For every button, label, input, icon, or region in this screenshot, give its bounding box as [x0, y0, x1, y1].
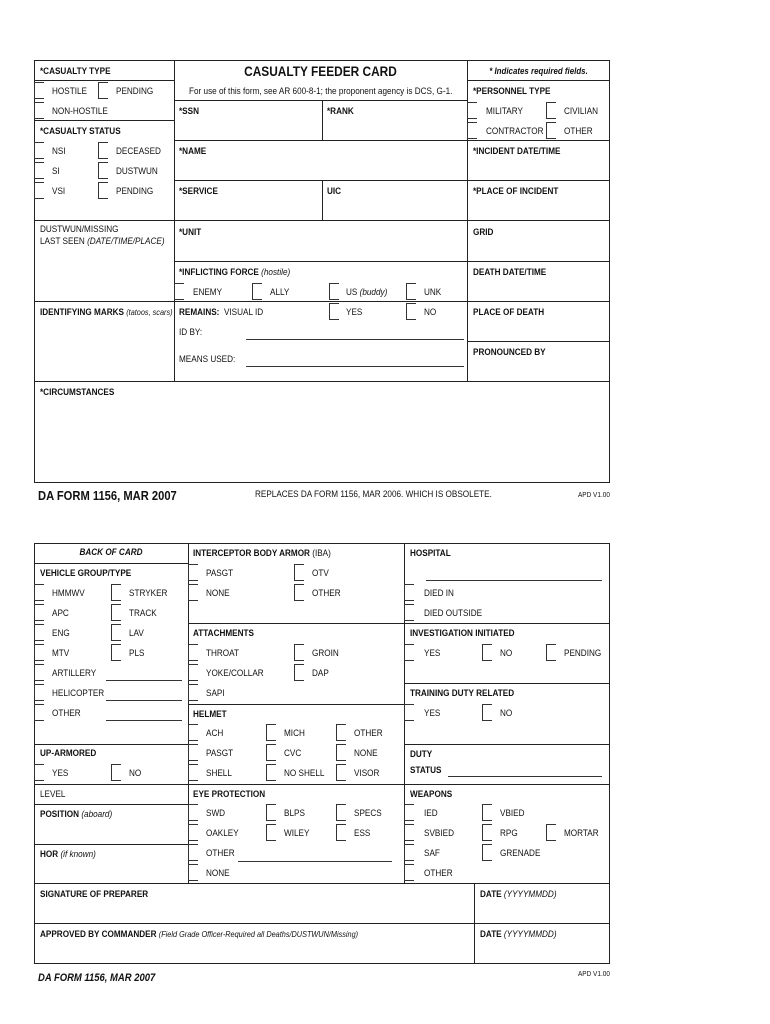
helmet-pasgt-checkbox[interactable] [188, 744, 198, 761]
svbied-checkbox[interactable] [404, 824, 414, 841]
front-form-id: DA FORM 1156, MAR 2007 [38, 488, 177, 503]
svbied-label: SVBIED [424, 828, 454, 839]
helmet-other-checkbox[interactable] [336, 724, 346, 741]
shell-label: SHELL [206, 768, 232, 779]
shell-checkbox[interactable] [188, 764, 198, 781]
training-no-label: NO [500, 708, 513, 719]
id-by-input[interactable] [246, 339, 464, 340]
investigation-yes-checkbox[interactable] [404, 644, 414, 661]
hor-field[interactable]: HOR (if known) [40, 849, 96, 860]
visual-id-yes-checkbox[interactable] [329, 303, 339, 320]
up-armored-yes-label: YES [52, 768, 69, 779]
training-yes-checkbox[interactable] [404, 704, 414, 721]
incident-date-field[interactable]: *INCIDENT DATE/TIME [473, 146, 561, 157]
iba-label: INTERCEPTOR BODY ARMOR (IBA) [193, 548, 331, 559]
pending-type-label: PENDING [116, 86, 154, 97]
deceased-label: DECEASED [116, 146, 161, 157]
dap-checkbox[interactable] [294, 664, 304, 681]
civilian-label: CIVILIAN [564, 106, 599, 117]
nsi-checkbox[interactable] [34, 142, 44, 159]
hmmwv-checkbox[interactable] [34, 584, 44, 601]
blps-label: BLPS [284, 808, 305, 819]
other-vehicle-label: OTHER [52, 708, 81, 719]
replaces-note: REPLACES DA FORM 1156, MAR 2006. WHICH IS OBSOLETE. [255, 489, 492, 500]
cvc-checkbox[interactable] [266, 744, 276, 761]
iba-pasgt-label: PASGT [206, 568, 234, 579]
throat-checkbox[interactable] [188, 644, 198, 661]
uic-field[interactable]: UIC [327, 186, 342, 197]
place-of-incident-field[interactable]: *PLACE OF INCIDENT [473, 186, 559, 197]
visor-checkbox[interactable] [336, 764, 346, 781]
si-checkbox[interactable] [34, 162, 44, 179]
iba-other-checkbox[interactable] [294, 584, 304, 601]
vbied-checkbox[interactable] [482, 804, 492, 821]
throat-label: THROAT [206, 648, 239, 659]
no-shell-label: NO SHELL [284, 768, 325, 779]
mtv-label: MTV [52, 648, 70, 659]
helicopter-checkbox[interactable] [34, 684, 44, 701]
groin-label: GROIN [312, 648, 339, 659]
enemy-checkbox[interactable] [174, 283, 184, 300]
pending-type-checkbox[interactable] [98, 82, 108, 99]
saf-label: SAF [424, 848, 440, 859]
saf-checkbox[interactable] [404, 844, 414, 861]
helmet-none-checkbox[interactable] [336, 744, 346, 761]
investigation-pending-checkbox[interactable] [546, 644, 556, 661]
iba-other-label: OTHER [312, 588, 341, 599]
ied-checkbox[interactable] [404, 804, 414, 821]
artillery-input[interactable] [106, 680, 182, 681]
specs-label: SPECS [354, 808, 382, 819]
investigation-pending-label: PENDING [564, 648, 602, 659]
specs-checkbox[interactable] [336, 804, 346, 821]
wiley-label: WILEY [284, 828, 310, 839]
wiley-checkbox[interactable] [266, 824, 276, 841]
died-in-label: DIED IN [424, 588, 454, 599]
iba-otv-checkbox[interactable] [294, 564, 304, 581]
pronounced-by-field[interactable]: PRONOUNCED BY [473, 347, 546, 358]
blps-checkbox[interactable] [266, 804, 276, 821]
divider [322, 100, 323, 140]
artillery-checkbox[interactable] [34, 664, 44, 681]
place-of-death-field[interactable]: PLACE OF DEATH [473, 307, 545, 318]
swd-checkbox[interactable] [188, 804, 198, 821]
contractor-checkbox[interactable] [467, 122, 477, 139]
track-checkbox[interactable] [111, 604, 121, 621]
died-outside-label: DIED OUTSIDE [424, 608, 483, 619]
stryker-label: STRYKER [129, 588, 168, 599]
non-hostile-checkbox[interactable] [34, 102, 44, 119]
personnel-type-label: *PERSONNEL TYPE [473, 86, 551, 97]
back-of-card-label: BACK OF CARD [79, 547, 143, 558]
iba-none-label: NONE [206, 588, 230, 599]
weapon-other-label: OTHER [424, 868, 453, 879]
ied-label: IED [424, 808, 438, 819]
helicopter-input[interactable] [106, 700, 182, 701]
died-in-checkbox[interactable] [404, 584, 414, 601]
si-label: SI [52, 166, 60, 177]
up-armored-no-label: NO [129, 768, 142, 779]
eye-other-input[interactable] [238, 861, 392, 862]
pending-status-label: PENDING [116, 186, 154, 197]
eye-other-checkbox[interactable] [188, 844, 198, 861]
casualty-type-label: *CASUALTY TYPE [40, 66, 111, 77]
dustwun-checkbox[interactable] [98, 162, 108, 179]
investigation-yes-label: YES [424, 648, 441, 659]
vsi-checkbox[interactable] [34, 182, 44, 199]
pls-checkbox[interactable] [111, 644, 121, 661]
ally-checkbox[interactable] [252, 283, 262, 300]
helmet-label: HELMET [193, 709, 227, 720]
form-title: CASUALTY FEEDER CARD [244, 64, 397, 79]
cvc-label: CVC [284, 748, 302, 759]
eye-none-label: NONE [206, 868, 230, 879]
sapi-checkbox[interactable] [188, 684, 198, 701]
mich-label: MICH [284, 728, 305, 739]
eng-checkbox[interactable] [34, 624, 44, 641]
helmet-other-label: OTHER [354, 728, 383, 739]
rpg-label: RPG [500, 828, 518, 839]
ach-label: ACH [206, 728, 224, 739]
iba-none-checkbox[interactable] [188, 584, 198, 601]
vehicle-group-label: VEHICLE GROUP/TYPE [40, 568, 132, 579]
visual-id-no-checkbox[interactable] [406, 303, 416, 320]
iba-otv-label: OTV [312, 568, 329, 579]
ssn-field[interactable]: *SSN [179, 106, 199, 117]
helicopter-label: HELICOPTER [52, 688, 105, 699]
position-field[interactable]: POSITION (aboard) [40, 809, 113, 820]
name-field[interactable]: *NAME [179, 146, 207, 157]
vsi-label: VSI [52, 186, 66, 197]
service-field[interactable]: *SERVICE [179, 186, 218, 197]
grenade-label: GRENADE [500, 848, 541, 859]
pending-status-checkbox[interactable] [98, 182, 108, 199]
other-personnel-checkbox[interactable] [546, 122, 556, 139]
hospital-label: HOSPITAL [410, 548, 451, 559]
civilian-checkbox[interactable] [546, 102, 556, 119]
unk-label: UNK [424, 287, 442, 298]
unk-checkbox[interactable] [406, 283, 416, 300]
yoke-collar-checkbox[interactable] [188, 664, 198, 681]
approved-date-field[interactable]: DATE (YYYYMMDD) [480, 929, 557, 940]
back-version: APD V1.00 [578, 969, 610, 978]
front-version: APD V1.00 [578, 490, 610, 499]
investigation-label: INVESTIGATION INITIATED [410, 628, 515, 639]
remains-label: REMAINS: VISUAL ID [179, 307, 264, 318]
rpg-checkbox[interactable] [482, 824, 492, 841]
form-subtitle: For use of this form, see AR 600-8-1; the proponent agency is DCS, G-1. [189, 86, 453, 97]
military-checkbox[interactable] [467, 102, 477, 119]
means-used-input[interactable] [246, 366, 464, 367]
us-checkbox[interactable] [329, 283, 339, 300]
us-label: US (buddy) [346, 287, 388, 298]
yoke-collar-label: YOKE/COLLAR [206, 668, 264, 679]
up-armored-label: UP-ARMORED [40, 748, 97, 759]
required-note: * Indicates required fields. [489, 66, 588, 76]
up-armored-no-checkbox[interactable] [111, 764, 121, 781]
mtv-checkbox[interactable] [34, 644, 44, 661]
grid-field[interactable]: GRID [473, 227, 494, 238]
enemy-label: ENEMY [193, 287, 223, 298]
attachments-label: ATTACHMENTS [193, 628, 254, 639]
hmmwv-label: HMMWV [52, 588, 85, 599]
mortar-checkbox[interactable] [546, 824, 556, 841]
groin-checkbox[interactable] [294, 644, 304, 661]
dustwun-label: DUSTWUN [116, 166, 158, 177]
identifying-marks-label: IDENTIFYING MARKS (tatoos, scars) [40, 307, 173, 318]
military-label: MILITARY [486, 106, 523, 117]
hostile-checkbox[interactable] [34, 82, 44, 99]
back-form-id: DA FORM 1156, MAR 2007 [38, 972, 156, 984]
artillery-label: ARTILLERY [52, 668, 97, 679]
ally-label: ALLY [270, 287, 290, 298]
sapi-label: SAPI [206, 688, 225, 699]
visual-id-yes-label: YES [346, 307, 363, 318]
ach-checkbox[interactable] [188, 724, 198, 741]
eye-none-checkbox[interactable] [188, 864, 198, 881]
died-outside-checkbox[interactable] [404, 604, 414, 621]
means-used-label: MEANS USED: [179, 354, 236, 365]
visor-label: VISOR [354, 768, 380, 779]
swd-label: SWD [206, 808, 226, 819]
track-label: TRACK [129, 608, 157, 619]
deceased-checkbox[interactable] [98, 142, 108, 159]
visual-id-no-label: NO [424, 307, 437, 318]
mortar-label: MORTAR [564, 828, 599, 839]
unit-field[interactable]: *UNIT [179, 227, 202, 238]
grenade-checkbox[interactable] [482, 844, 492, 861]
training-yes-label: YES [424, 708, 441, 719]
vbied-label: VBIED [500, 808, 525, 819]
status-label: STATUS [410, 765, 442, 776]
divider [322, 180, 323, 220]
ess-label: ESS [354, 828, 371, 839]
stryker-checkbox[interactable] [111, 584, 121, 601]
investigation-no-label: NO [500, 648, 513, 659]
helmet-pasgt-label: PASGT [206, 748, 234, 759]
eye-other-label: OTHER [206, 848, 235, 859]
investigation-no-checkbox[interactable] [482, 644, 492, 661]
other-vehicle-input[interactable] [106, 720, 182, 721]
last-seen-label: LAST SEEN (DATE/TIME/PLACE) [40, 236, 165, 247]
hostile-label: HOSTILE [52, 86, 87, 97]
lav-label: LAV [129, 628, 144, 639]
id-by-label: ID BY: [179, 327, 203, 338]
signature-field[interactable]: SIGNATURE OF PREPARER [40, 889, 149, 900]
weapons-label: WEAPONS [410, 789, 453, 800]
iba-pasgt-checkbox[interactable] [188, 564, 198, 581]
apc-label: APC [52, 608, 69, 619]
dap-label: DAP [312, 668, 329, 679]
apc-checkbox[interactable] [34, 604, 44, 621]
oakley-label: OAKLEY [206, 828, 239, 839]
other-vehicle-checkbox[interactable] [34, 704, 44, 721]
eng-label: ENG [52, 628, 70, 639]
lav-checkbox[interactable] [111, 624, 121, 641]
no-shell-checkbox[interactable] [266, 764, 276, 781]
nsi-label: NSI [52, 146, 66, 157]
helmet-none-label: NONE [354, 748, 378, 759]
duty-label: DUTY [410, 749, 433, 760]
rank-field[interactable]: *RANK [327, 106, 354, 117]
casualty-status-label: *CASUALTY STATUS [40, 126, 121, 137]
training-no-checkbox[interactable] [482, 704, 492, 721]
oakley-checkbox[interactable] [188, 824, 198, 841]
hospital-input[interactable] [426, 580, 602, 581]
weapon-other-checkbox[interactable] [404, 864, 414, 881]
mich-checkbox[interactable] [266, 724, 276, 741]
dustwun-missing-label: DUSTWUN/MISSING [40, 224, 119, 235]
death-date-field[interactable]: DEATH DATE/TIME [473, 267, 547, 278]
non-hostile-label: NON-HOSTILE [52, 106, 108, 117]
duty-status-input[interactable] [448, 776, 602, 777]
contractor-label: CONTRACTOR [486, 126, 544, 137]
pls-label: PLS [129, 648, 145, 659]
approved-field[interactable]: APPROVED BY COMMANDER (Field Grade Officer-Required all Deaths/DUSTWUN/Missing) [40, 929, 359, 940]
circumstances-field[interactable]: *CIRCUMSTANCES [40, 387, 115, 398]
other-personnel-label: OTHER [564, 126, 593, 137]
inflicting-force-label: *INFLICTING FORCE (hostile) [179, 267, 291, 278]
up-armored-yes-checkbox[interactable] [34, 764, 44, 781]
level-field[interactable]: LEVEL [40, 789, 66, 800]
signature-date-field[interactable]: DATE (YYYYMMDD) [480, 889, 557, 900]
ess-checkbox[interactable] [336, 824, 346, 841]
eye-protection-label: EYE PROTECTION [193, 789, 266, 800]
training-duty-label: TRAINING DUTY RELATED [410, 688, 515, 699]
